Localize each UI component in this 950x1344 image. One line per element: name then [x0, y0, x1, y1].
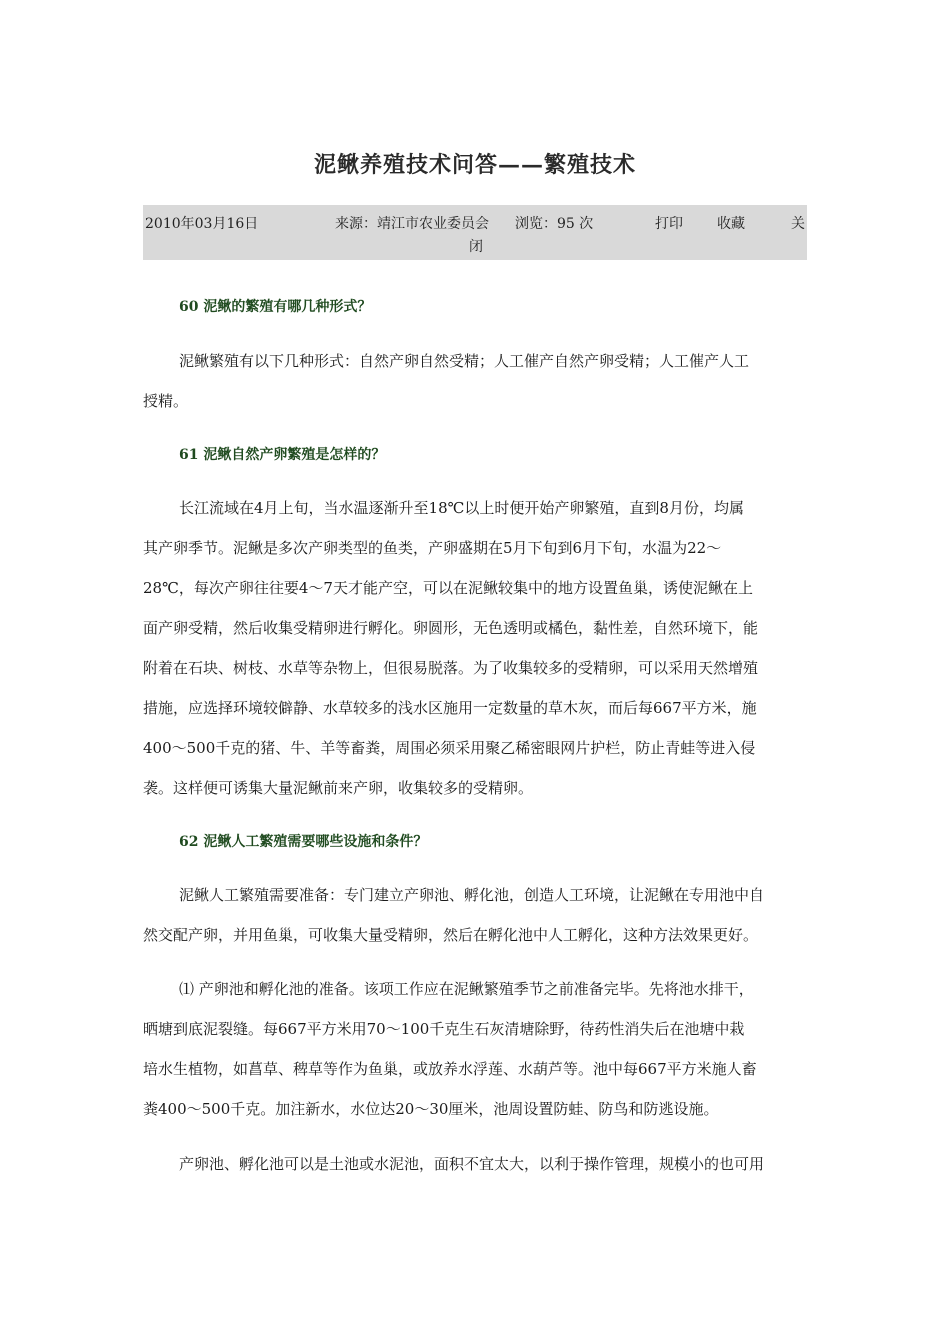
paragraph-line: 泥鳅人工繁殖需要准备：专门建立产卵池、孵化池，创造人工环境，让泥鳅在专用池中自	[179, 886, 765, 904]
paragraph-line: 晒塘到底泥裂缝。每667平方米用70～100千克生石灰清塘除野，待药性消失后在池塘中栽	[143, 1020, 745, 1038]
view-count: 浏览：95 次	[515, 216, 594, 232]
paragraph-line: 然交配产卵，并用鱼巢，可收集大量受精卵，然后在孵化池中人工孵化，这种方法效果更好。	[143, 926, 759, 944]
answer-paragraph	[143, 488, 807, 808]
paragraph-line: 长江流域在4月上旬，当水温逐渐升至18℃以上时便开始产卵繁殖，直到8月份，均属	[179, 499, 744, 517]
paragraph-line: 粪400～500千克。加注新水，水位达20～30厘米，池周设置防蛙、防鸟和防逃设施。	[143, 1100, 719, 1118]
close-link-part1[interactable]: 关	[791, 216, 805, 232]
paragraph-line: 袭。这样便可诱集大量泥鳅前来产卵，收集较多的受精卵。	[143, 779, 534, 797]
paragraph-line: 面产卵受精，然后收集受精卵进行孵化。卵圆形，无色透明或橘色，黏性差，自然环境下，能	[143, 619, 759, 637]
print-link[interactable]: 打印	[655, 216, 683, 232]
answer-paragraph	[143, 875, 807, 955]
paragraph-line: 授精。	[143, 392, 189, 410]
article-title: 泥鳅养殖技术问答——繁殖技术	[313, 152, 636, 178]
paragraph-line: 泥鳅繁殖有以下几种形式：自然产卵自然受精；人工催产自然产卵受精；人工催产人工	[179, 352, 750, 370]
paragraph-line: ⑴ 产卵池和孵化池的准备。该项工作应在泥鳅繁殖季节之前准备完毕。先将池水排干，	[179, 980, 754, 998]
article-source: 来源：靖江市农业委员会	[335, 216, 489, 232]
paragraph-line: 28℃，每次产卵往往要4～7天才能产空，可以在泥鳅较集中的地方设置鱼巢，诱使泥鳅在上	[143, 579, 753, 597]
paragraph-line: 其产卵季节。泥鳅是多次产卵类型的鱼类，产卵盛期在5月下旬到6月下旬，水温为22～	[143, 539, 722, 557]
paragraph-line: 措施，应选择环境较僻静、水草较多的浅水区施用一定数量的草木灰，而后每667平方米，施	[143, 699, 757, 717]
body-paragraph	[143, 1144, 807, 1184]
answer-paragraph	[143, 341, 807, 421]
body-paragraph	[143, 969, 807, 1129]
publish-date: 2010年03月16日	[145, 216, 259, 232]
question-heading: 62 泥鳅人工繁殖需要哪些设施和条件？	[179, 834, 428, 850]
question-heading: 60 泥鳅的繁殖有哪几种形式？	[179, 299, 372, 315]
paragraph-line: 培水生植物，如菖草、稗草等作为鱼巢，或放养水浮莲、水葫芦等。池中每667平方米施人畜	[143, 1060, 757, 1078]
paragraph-line: 附着在石块、树枝、水草等杂物上，但很易脱落。为了收集较多的受精卵，可以采用天然增殖	[143, 659, 759, 677]
favorite-link[interactable]: 收藏	[717, 216, 745, 232]
close-link-part2[interactable]: 闭	[469, 239, 483, 255]
question-heading: 61 泥鳅自然产卵繁殖是怎样的？	[179, 447, 386, 463]
article-meta-bar	[143, 205, 807, 260]
paragraph-line: 产卵池、孵化池可以是土池或水泥池，面积不宜太大，以利于操作管理，规模小的也可用	[179, 1155, 765, 1173]
paragraph-line: 400～500千克的猪、牛、羊等畜粪，周围必须采用聚乙稀密眼网片护栏，防止青蛙等进入侵	[143, 739, 756, 757]
